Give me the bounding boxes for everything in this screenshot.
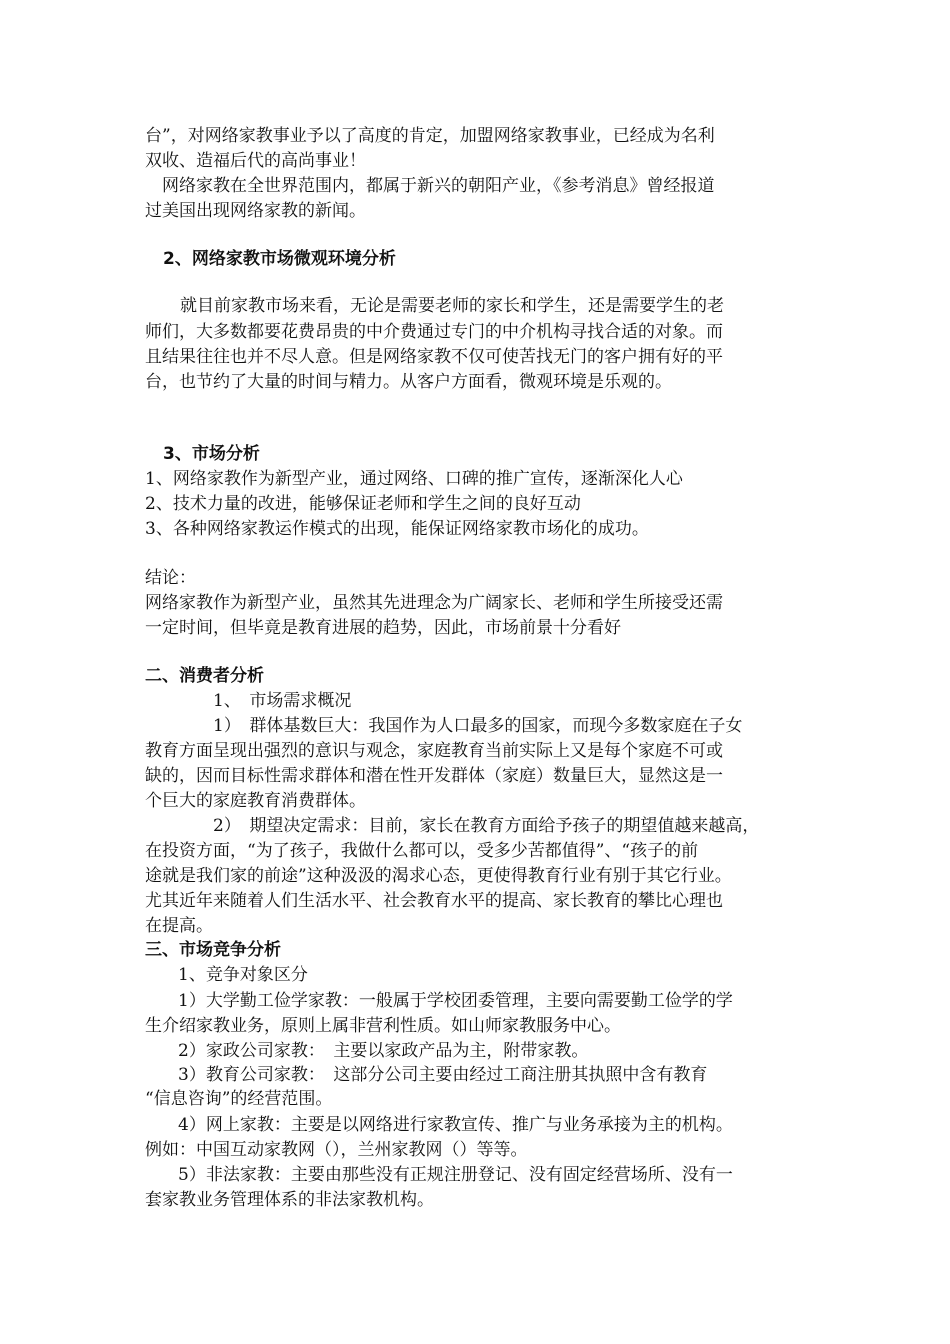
paragraph-line: 5）非法家教：主要由那些没有正规注册登记、没有固定经营场所、没有一 [178, 1165, 733, 1185]
paragraph-line: 在提高。 [145, 916, 213, 936]
paragraph-line: 1）大学勤工俭学家教：一般属于学校团委管理，主要向需要勤工俭学的学 [178, 991, 733, 1011]
list-item: 1、网络家教作为新型产业，通过网络、口碑的推广宣传，逐渐深化人心 [145, 469, 683, 489]
conclusion-line: 一定时间，但毕竟是教育进展的趋势，因此，市场前景十分看好 [145, 618, 621, 638]
paragraph-line: “信息咨询”的经营范围。 [145, 1089, 333, 1109]
paragraph-line: 台，也节约了大量的时间与精力。从客户方面看，微观环境是乐观的。 [145, 372, 672, 392]
conclusion-label: 结论： [145, 568, 196, 588]
intro-line: 网络家教在全世界范围内，都属于新兴的朝阳产业，《参考消息》曾经报道 [145, 176, 715, 196]
section-heading-micro-environment: 2、网络家教市场微观环境分析 [163, 249, 396, 269]
subheading-demand-overview: 1、 市场需求概况 [213, 691, 352, 711]
paragraph-line: 套家教业务管理体系的非法家教机构。 [145, 1190, 434, 1210]
subheading-competitor-types: 1、竞争对象区分 [178, 965, 308, 985]
paragraph-line: 就目前家教市场来看，无论是需要老师的家长和学生，还是需要学生的老 [180, 296, 724, 316]
list-item: 2、技术力量的改进，能够保证老师和学生之间的良好互动 [145, 494, 581, 514]
section-heading-consumer-analysis: 二、消费者分析 [145, 666, 264, 686]
intro-line: 双收、造福后代的高尚事业！ [145, 151, 366, 171]
list-item: 3、各种网络家教运作模式的出现，能保证网络家教市场化的成功。 [145, 519, 649, 539]
paragraph-line: 且结果往往也并不尽人意。但是网络家教不仅可使苦找无门的客户拥有好的平 [145, 347, 723, 367]
paragraph-line: 2） 期望决定需求：目前，家长在教育方面给予孩子的期望值越来越高， [213, 816, 760, 836]
paragraph-line: 3）教育公司家教： 这部分公司主要由经过工商注册其执照中含有教育 [178, 1065, 708, 1085]
paragraph-line: 在投资方面，“为了孩子，我做什么都可以，受多少苦都值得”、“孩子的前 [145, 841, 699, 861]
paragraph-line: 2）家政公司家教： 主要以家政产品为主，附带家教。 [178, 1041, 589, 1061]
paragraph-line: 途就是我们家的前途”这种汲汲的渴求心态，更使得教育行业有别于其它行业。 [145, 866, 732, 886]
paragraph-line: 4）网上家教：主要是以网络进行家教宣传、推广与业务承接为主的机构。 [178, 1115, 733, 1135]
paragraph-line: 教育方面呈现出强烈的意识与观念，家庭教育当前实际上又是每个家庭不可或 [145, 741, 723, 761]
paragraph-line: 1） 群体基数巨大：我国作为人口最多的国家，而现今多数家庭在子女 [213, 716, 743, 736]
paragraph-line: 尤其近年来随着人们生活水平、社会教育水平的提高、家长教育的攀比心理也 [145, 891, 723, 911]
paragraph-line: 师们，大多数都要花费昂贵的中介费通过专门的中介机构寻找合适的对象。而 [145, 322, 723, 342]
paragraph-line: 生介绍家教业务，原则上属非营利性质。如山师家教服务中心。 [145, 1016, 621, 1036]
section-heading-market-analysis: 3、市场分析 [163, 444, 260, 464]
paragraph-line: 例如：中国互动家教网（），兰州家教网（）等等。 [145, 1140, 528, 1160]
conclusion-line: 网络家教作为新型产业，虽然其先进理念为广阔家长、老师和学生所接受还需 [145, 593, 723, 613]
section-heading-competition-analysis: 三、市场竞争分析 [145, 940, 281, 960]
intro-line: 台”，对网络家教事业予以了高度的肯定，加盟网络家教事业，已经成为名利 [145, 126, 715, 146]
intro-line: 过美国出现网络家教的新闻。 [145, 201, 366, 221]
paragraph-line: 个巨大的家庭教育消费群体。 [145, 791, 366, 811]
paragraph-line: 缺的，因而目标性需求群体和潜在性开发群体（家庭）数量巨大，显然这是一 [145, 766, 723, 786]
